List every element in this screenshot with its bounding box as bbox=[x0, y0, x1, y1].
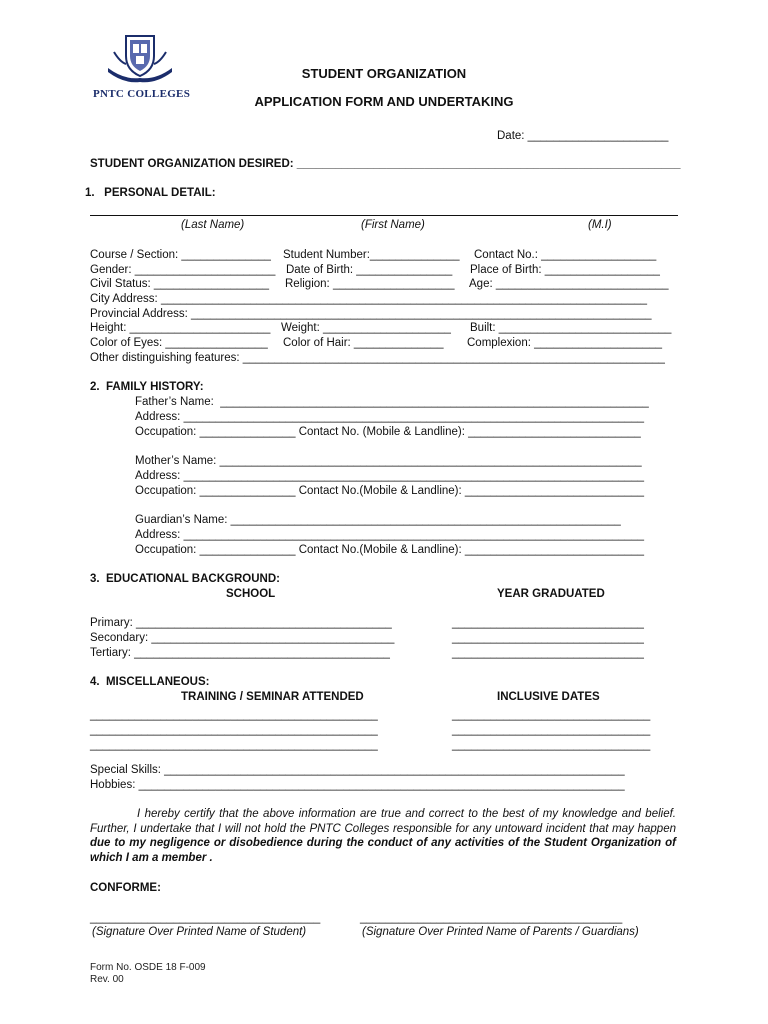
conforme-label: CONFORME: bbox=[90, 882, 161, 894]
tertiary-school-field[interactable]: Tertiary: ________________________________________ bbox=[90, 647, 390, 659]
complexion-field[interactable]: Complexion: ____________________ bbox=[467, 337, 663, 349]
color-of-hair-field[interactable]: Color of Hair: ______________ bbox=[283, 337, 444, 349]
dates-field-1[interactable]: _______________________________ bbox=[452, 709, 651, 721]
undertaking-text: I hereby certify that the above information are true and correct to the best of my knowledge and belief. Further, I undertake that I will not hold the PNTC Colleges responsible for any untoward incident that may happen bbox=[90, 808, 676, 835]
place-of-birth-field[interactable]: Place of Birth: __________________ bbox=[470, 264, 660, 276]
undertaking-emphasis: due to my negligence or disobedience during the conduct of any activities of the Student Organization of which I am a member . bbox=[90, 837, 676, 864]
guardians-name-field[interactable]: Guardian’s Name: _____________________________________________________________ bbox=[135, 514, 621, 526]
form-title: STUDENT ORGANIZATION bbox=[301, 66, 467, 81]
other-features-field[interactable]: Other distinguishing features: __________________________________________________________________ bbox=[90, 352, 665, 364]
form-subtitle: APPLICATION FORM AND UNDERTAKING bbox=[254, 94, 514, 109]
gender-field[interactable]: Gender: ______________________ bbox=[90, 264, 276, 276]
dates-field-3[interactable]: _______________________________ bbox=[452, 739, 651, 751]
date-field[interactable]: Date: ______________________ bbox=[497, 130, 669, 142]
mothers-address-field[interactable]: Address: ________________________________________________________________________ bbox=[135, 470, 645, 482]
training-field-3[interactable]: _____________________________________________ bbox=[90, 739, 378, 751]
student-signature-line[interactable]: ____________________________________ bbox=[90, 912, 321, 924]
section-family-history-heading: 2. FAMILY HISTORY: bbox=[90, 381, 204, 393]
secondary-school-field[interactable]: Secondary: ______________________________________ bbox=[90, 632, 395, 644]
religion-field[interactable]: Religion: ___________________ bbox=[285, 278, 455, 290]
special-skills-field[interactable]: Special Skills: ________________________________________________________________________ bbox=[90, 764, 625, 776]
inclusive-dates-column-header: INCLUSIVE DATES bbox=[497, 691, 600, 703]
mothers-occupation-field[interactable]: Occupation: _______________ Contact No.(Mobile & Landline): ____________________________ bbox=[135, 485, 644, 497]
dates-field-2[interactable]: _______________________________ bbox=[452, 724, 651, 736]
age-field[interactable]: Age: ___________________________ bbox=[469, 278, 669, 290]
hobbies-field[interactable]: Hobbies: ____________________________________________________________________________ bbox=[90, 779, 625, 791]
course-section-field[interactable]: Course / Section: ______________ bbox=[90, 249, 271, 261]
city-address-field[interactable]: City Address: ____________________________________________________________________________ bbox=[90, 293, 648, 305]
height-field[interactable]: Height: ______________________ bbox=[90, 322, 271, 334]
guardians-occupation-field[interactable]: Occupation: _______________ Contact No.(Mobile & Landline): ____________________________ bbox=[135, 544, 644, 556]
first-name-label: (First Name) bbox=[361, 219, 425, 231]
mothers-name-field[interactable]: Mother’s Name: __________________________________________________________________ bbox=[135, 455, 642, 467]
section-miscellaneous-heading: 4. MISCELLANEOUS: bbox=[90, 676, 210, 688]
guardians-address-field[interactable]: Address: ________________________________________________________________________ bbox=[135, 529, 645, 541]
middle-initial-label: (M.I) bbox=[588, 219, 612, 231]
tertiary-year-field[interactable]: ______________________________ bbox=[452, 647, 644, 659]
provincial-address-field[interactable]: Provincial Address: ________________________________________________________________________ bbox=[90, 308, 652, 320]
fathers-name-field[interactable]: Father’s Name: ___________________________________________________________________ bbox=[135, 396, 649, 408]
organization-desired-field[interactable]: STUDENT ORGANIZATION DESIRED: ____________________________________________________________ bbox=[90, 158, 681, 170]
last-name-label: (Last Name) bbox=[181, 219, 245, 231]
training-field-1[interactable]: _____________________________________________ bbox=[90, 709, 378, 721]
logo-name: PNTC COLLEGES bbox=[93, 88, 191, 100]
fathers-address-field[interactable]: Address: ________________________________________________________________________ bbox=[135, 411, 645, 423]
fathers-occupation-field[interactable]: Occupation: _______________ Contact No. (Mobile & Landline): ___________________________ bbox=[135, 426, 641, 438]
contact-no-field[interactable]: Contact No.: __________________ bbox=[474, 249, 657, 261]
color-of-eyes-field[interactable]: Color of Eyes: ________________ bbox=[90, 337, 268, 349]
civil-status-field[interactable]: Civil Status: __________________ bbox=[90, 278, 270, 290]
parent-signature-line[interactable]: _________________________________________ bbox=[360, 912, 623, 924]
section-educational-background-heading: 3. EDUCATIONAL BACKGROUND: bbox=[90, 573, 280, 585]
year-graduated-column-header: YEAR GRADUATED bbox=[497, 588, 605, 600]
date-of-birth-field[interactable]: Date of Birth: _______________ bbox=[286, 264, 453, 276]
section-personal-detail-heading: 1. PERSONAL DETAIL: bbox=[85, 187, 216, 199]
name-line[interactable] bbox=[90, 215, 678, 216]
built-field[interactable]: Built: ___________________________ bbox=[470, 322, 672, 334]
training-field-2[interactable]: _____________________________________________ bbox=[90, 724, 378, 736]
secondary-year-field[interactable]: ______________________________ bbox=[452, 632, 644, 644]
primary-school-field[interactable]: Primary: ________________________________________ bbox=[90, 617, 392, 629]
revision-number: Rev. 00 bbox=[90, 974, 124, 985]
training-column-header: TRAINING / SEMINAR ATTENDED bbox=[181, 691, 364, 703]
student-number-field[interactable]: Student Number:______________ bbox=[283, 249, 460, 261]
primary-year-field[interactable]: ______________________________ bbox=[452, 617, 644, 629]
school-column-header: SCHOOL bbox=[226, 588, 276, 600]
parent-signature-caption: (Signature Over Printed Name of Parents / Guardians) bbox=[362, 926, 639, 938]
form-number: Form No. OSDE 18 F-009 bbox=[90, 962, 206, 973]
student-signature-caption: (Signature Over Printed Name of Student) bbox=[92, 926, 307, 938]
weight-field[interactable]: Weight: ____________________ bbox=[281, 322, 451, 334]
undertaking-paragraph bbox=[90, 807, 676, 865]
